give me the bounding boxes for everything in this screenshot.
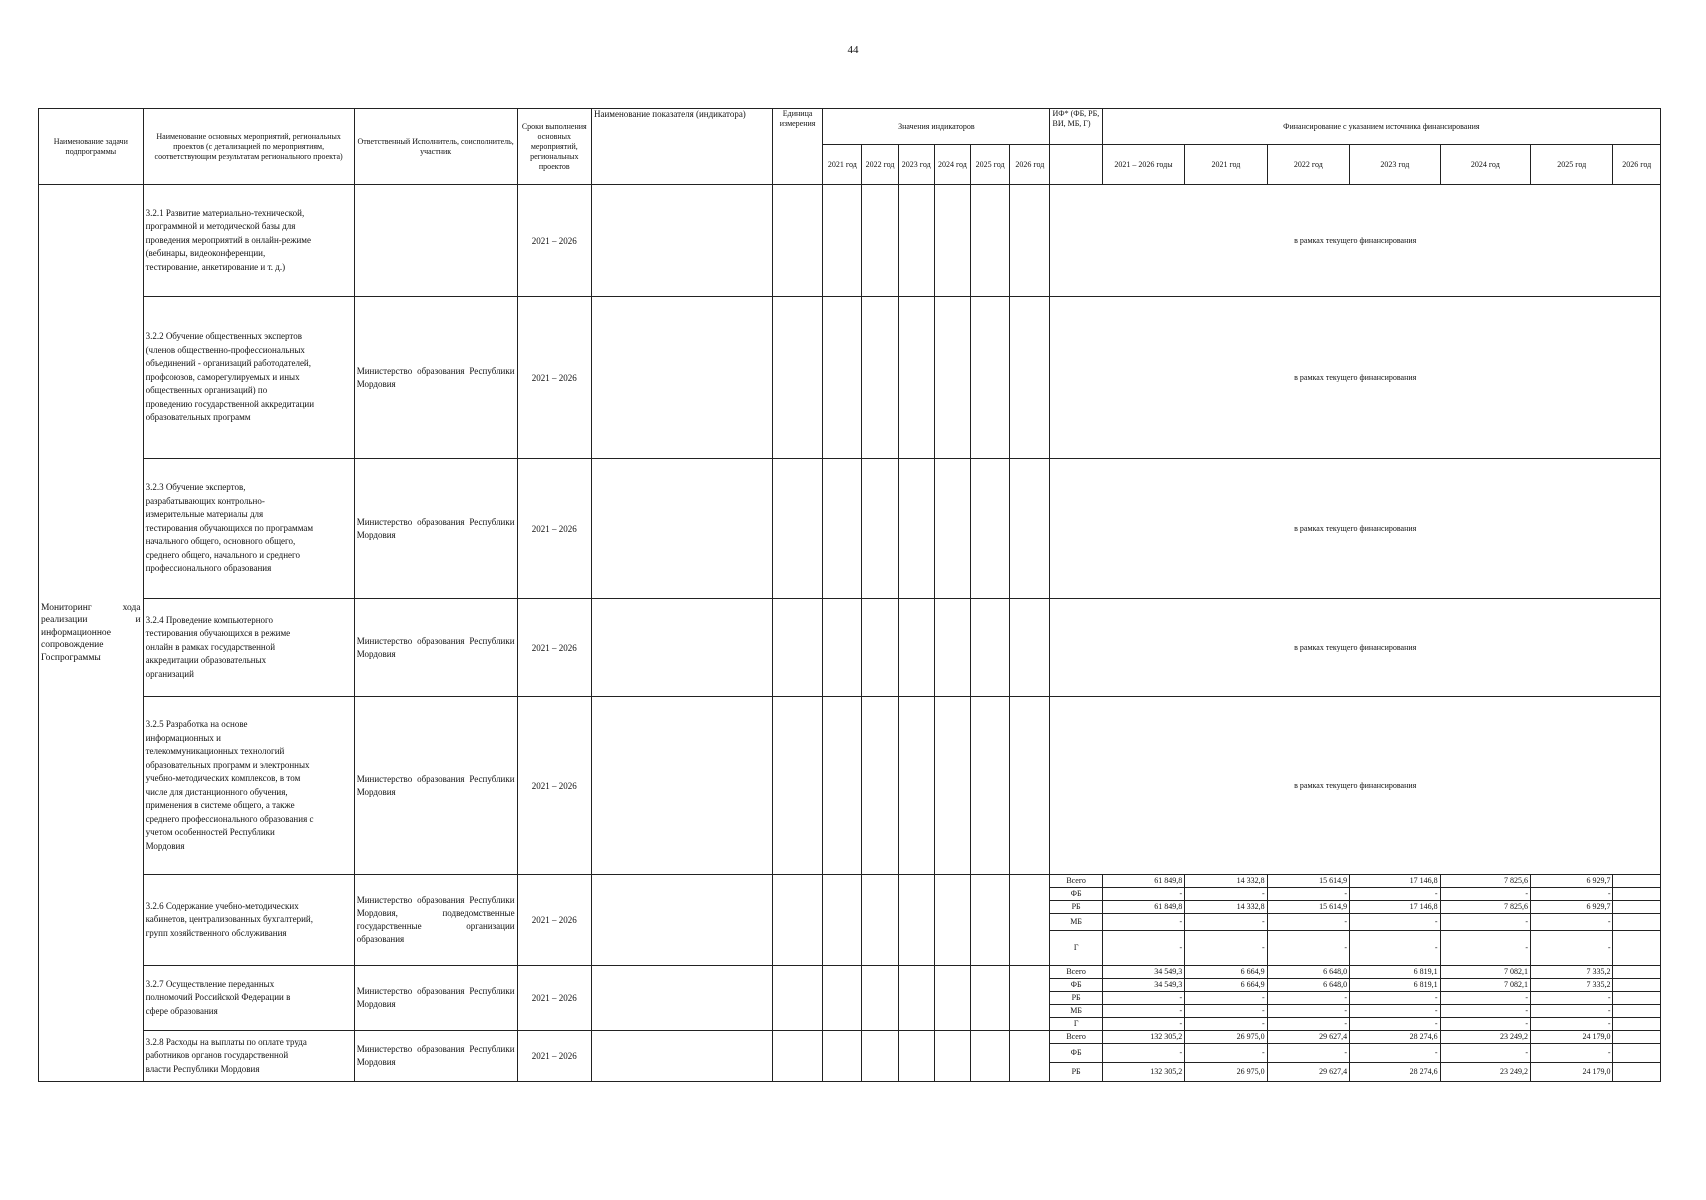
fin-value: - bbox=[1267, 931, 1349, 966]
funding-note: в рамках текущего финансирования bbox=[1050, 185, 1661, 297]
fin-value: 6 819,1 bbox=[1350, 966, 1440, 979]
fin-value: - bbox=[1102, 992, 1184, 1005]
source-label: Всего bbox=[1050, 966, 1102, 979]
header-year-2024: 2024 год bbox=[934, 145, 970, 185]
source-label: Г bbox=[1050, 1018, 1102, 1031]
responsible: Министерство образования Республики Мордовия, подведомственные государственные организации образования bbox=[354, 875, 517, 966]
fin-value bbox=[1613, 1018, 1661, 1031]
fin-value: - bbox=[1102, 1005, 1184, 1018]
period: 2021 – 2026 bbox=[517, 1031, 591, 1082]
responsible: Министерство образования Республики Мордовия bbox=[354, 966, 517, 1031]
activity-name: 3.2.4 Проведение компьютерного тестирования обучающихся в режиме онлайн в рамках государственной аккредитации образовательных организаций bbox=[143, 599, 354, 697]
fin-value bbox=[1613, 875, 1661, 888]
activity-name: 3.2.2 Обучение общественных экспертов (членов общественно-профессиональных объединений - организаций работодателей, профсоюзов, саморегулируемых и иных общественных организаций) по проведению государственной аккредитации образовательных программ bbox=[143, 297, 354, 459]
header-year-2022: 2022 год bbox=[862, 145, 898, 185]
table-row bbox=[39, 1031, 1661, 1044]
responsible: Министерство образования Республики Мордовия bbox=[354, 297, 517, 459]
fin-value: - bbox=[1185, 1018, 1267, 1031]
fin-value: - bbox=[1440, 992, 1530, 1005]
fin-value: - bbox=[1102, 1044, 1184, 1063]
fin-value: 24 179,0 bbox=[1531, 1031, 1613, 1044]
header-fin-2025: 2025 год bbox=[1531, 145, 1613, 185]
funding-note: в рамках текущего финансирования bbox=[1050, 599, 1661, 697]
fin-value: 6 819,1 bbox=[1350, 979, 1440, 992]
task-name: Мониторинг хода реализации и информационное сопровождение Госпрограммы bbox=[39, 185, 144, 1082]
fin-value: 15 614,9 bbox=[1267, 901, 1349, 914]
source-label: ФБ bbox=[1050, 888, 1102, 901]
fin-value: 7 335,2 bbox=[1531, 979, 1613, 992]
fin-value bbox=[1613, 901, 1661, 914]
header-fin-2023: 2023 год bbox=[1350, 145, 1440, 185]
period: 2021 – 2026 bbox=[517, 297, 591, 459]
fin-value: - bbox=[1267, 1005, 1349, 1018]
fin-value: - bbox=[1531, 914, 1613, 931]
period: 2021 – 2026 bbox=[517, 875, 591, 966]
source-label: МБ bbox=[1050, 1005, 1102, 1018]
source-label: РБ bbox=[1050, 992, 1102, 1005]
header-fin-2024: 2024 год bbox=[1440, 145, 1530, 185]
header-unit: Единица измерения bbox=[772, 109, 822, 185]
header-year-2023: 2023 год bbox=[898, 145, 934, 185]
fin-value: - bbox=[1102, 914, 1184, 931]
fin-value bbox=[1613, 1044, 1661, 1063]
responsible: Министерство образования Республики Мордовия bbox=[354, 459, 517, 599]
fin-value: - bbox=[1440, 914, 1530, 931]
header-responsible: Ответственный Исполнитель, соисполнитель, участник bbox=[354, 109, 517, 185]
responsible: Министерство образования Республики Мордовия bbox=[354, 697, 517, 875]
page-number: 44 bbox=[847, 44, 859, 56]
responsible bbox=[354, 185, 517, 297]
fin-value: - bbox=[1440, 931, 1530, 966]
header-fin-total: 2021 – 2026 годы bbox=[1102, 145, 1184, 185]
table-row bbox=[39, 185, 1661, 297]
header-fin-2021: 2021 год bbox=[1185, 145, 1267, 185]
fin-value: - bbox=[1350, 1018, 1440, 1031]
fin-value: 34 549,3 bbox=[1102, 966, 1184, 979]
fin-value: - bbox=[1531, 992, 1613, 1005]
fin-value: - bbox=[1102, 888, 1184, 901]
source-label: Всего bbox=[1050, 1031, 1102, 1044]
fin-value: 61 849,8 bbox=[1102, 875, 1184, 888]
fin-value: 7 082,1 bbox=[1440, 966, 1530, 979]
funding-note: в рамках текущего финансирования bbox=[1050, 459, 1661, 599]
fin-value: 34 549,3 bbox=[1102, 979, 1184, 992]
period: 2021 – 2026 bbox=[517, 185, 591, 297]
header-fin-2026: 2026 год bbox=[1613, 145, 1661, 185]
fin-value: 7 825,6 bbox=[1440, 875, 1530, 888]
fin-value: - bbox=[1350, 1005, 1440, 1018]
responsible: Министерство образования Республики Мордовия bbox=[354, 599, 517, 697]
fin-value: 132 305,2 bbox=[1102, 1063, 1184, 1082]
header-source-empty bbox=[1050, 145, 1102, 185]
fin-value: 14 332,8 bbox=[1185, 901, 1267, 914]
fin-value: 6 929,7 bbox=[1531, 901, 1613, 914]
funding-note: в рамках текущего финансирования bbox=[1050, 697, 1661, 875]
fin-value: 6 648,0 bbox=[1267, 979, 1349, 992]
header-fin-2022: 2022 год bbox=[1267, 145, 1349, 185]
fin-value: - bbox=[1267, 1044, 1349, 1063]
period: 2021 – 2026 bbox=[517, 599, 591, 697]
fin-value: - bbox=[1350, 931, 1440, 966]
fin-value bbox=[1613, 1063, 1661, 1082]
fin-value: - bbox=[1350, 914, 1440, 931]
header-indicator-values: Значения индикаторов bbox=[823, 109, 1050, 145]
fin-value: 14 332,8 bbox=[1185, 875, 1267, 888]
fin-value bbox=[1613, 888, 1661, 901]
source-label: РБ bbox=[1050, 1063, 1102, 1082]
header-year-2025: 2025 год bbox=[971, 145, 1010, 185]
fin-value bbox=[1613, 1031, 1661, 1044]
fin-value: - bbox=[1185, 1005, 1267, 1018]
header-year-2021: 2021 год bbox=[823, 145, 862, 185]
fin-value: 29 627,4 bbox=[1267, 1031, 1349, 1044]
period: 2021 – 2026 bbox=[517, 459, 591, 599]
fin-value: - bbox=[1267, 888, 1349, 901]
fin-value: 24 179,0 bbox=[1531, 1063, 1613, 1082]
fin-value: 28 274,6 bbox=[1350, 1031, 1440, 1044]
fin-value: 6 664,9 bbox=[1185, 966, 1267, 979]
program-activities-table bbox=[38, 108, 1661, 1082]
source-label: Всего bbox=[1050, 875, 1102, 888]
header-financing: Финансирование с указанием источника финансирования bbox=[1102, 109, 1660, 145]
fin-value: 61 849,8 bbox=[1102, 901, 1184, 914]
activity-name: 3.2.3 Обучение экспертов, разрабатывающих контрольно- измерительные материалы для тестирования обучающихся по программам начального общего, основного общего, среднего общего, начального и среднего профессионального образования bbox=[143, 459, 354, 599]
fin-value bbox=[1613, 979, 1661, 992]
source-label: РБ bbox=[1050, 901, 1102, 914]
fin-value: - bbox=[1531, 1005, 1613, 1018]
fin-value: - bbox=[1267, 1018, 1349, 1031]
fin-value: - bbox=[1102, 1018, 1184, 1031]
source-label: Г bbox=[1050, 931, 1102, 966]
fin-value bbox=[1613, 992, 1661, 1005]
fin-value: 132 305,2 bbox=[1102, 1031, 1184, 1044]
fin-value: 6 648,0 bbox=[1267, 966, 1349, 979]
fin-value: - bbox=[1440, 1044, 1530, 1063]
activity-name: 3.2.7 Осуществление переданных полномочий Российской Федерации в сфере образования bbox=[143, 966, 354, 1031]
activity-name: 3.2.1 Развитие материально-технической, программной и методической базы для проведения мероприятий в онлайн-режиме (вебинары, видеоконференции, тестирование, анкетирование и т. д.) bbox=[143, 185, 354, 297]
fin-value: 7 335,2 bbox=[1531, 966, 1613, 979]
fin-value: 7 082,1 bbox=[1440, 979, 1530, 992]
fin-value: - bbox=[1350, 992, 1440, 1005]
fin-value: 17 146,8 bbox=[1350, 875, 1440, 888]
fin-value: 28 274,6 bbox=[1350, 1063, 1440, 1082]
fin-value: - bbox=[1350, 1044, 1440, 1063]
period: 2021 – 2026 bbox=[517, 697, 591, 875]
table-row bbox=[39, 297, 1661, 459]
fin-value: - bbox=[1185, 914, 1267, 931]
activity-name: 3.2.8 Расходы на выплаты по оплате труда работников органов государственной власти Республики Мордовия bbox=[143, 1031, 354, 1082]
source-label: МБ bbox=[1050, 914, 1102, 931]
source-label: ФБ bbox=[1050, 1044, 1102, 1063]
fin-value: 23 249,2 bbox=[1440, 1031, 1530, 1044]
fin-value: 23 249,2 bbox=[1440, 1063, 1530, 1082]
activity-name: 3.2.5 Разработка на основе информационных и телекоммуникационных технологий образовательных программ и электронных учебно-методических комплексов, в том числе для дистанционного обучения, применения в системе общего, а также среднего профессионального образования с учетом особенностей Республики Мордовия bbox=[143, 697, 354, 875]
fin-value: - bbox=[1102, 931, 1184, 966]
responsible: Министерство образования Республики Мордовия bbox=[354, 1031, 517, 1082]
fin-value: - bbox=[1267, 992, 1349, 1005]
fin-value: 29 627,4 bbox=[1267, 1063, 1349, 1082]
header-activity: Наименование основных мероприятий, региональных проектов (с детализацией по мероприятиям, соответствующим результатам регионального проекта) bbox=[143, 109, 354, 185]
fin-value: - bbox=[1440, 1005, 1530, 1018]
source-label: ФБ bbox=[1050, 979, 1102, 992]
fin-value: 26 975,0 bbox=[1185, 1031, 1267, 1044]
fin-value bbox=[1613, 1005, 1661, 1018]
fin-value bbox=[1613, 931, 1661, 966]
table-row bbox=[39, 875, 1661, 888]
fin-value: - bbox=[1185, 1044, 1267, 1063]
table-row bbox=[39, 697, 1661, 875]
fin-value bbox=[1613, 914, 1661, 931]
fin-value: - bbox=[1440, 1018, 1530, 1031]
fin-value: - bbox=[1531, 1044, 1613, 1063]
header-year-2026: 2026 год bbox=[1010, 145, 1050, 185]
table-row bbox=[39, 966, 1661, 979]
fin-value bbox=[1613, 966, 1661, 979]
fin-value: - bbox=[1531, 888, 1613, 901]
header-period: Сроки выполнения основных мероприятий, региональных проектов bbox=[517, 109, 591, 185]
fin-value: 26 975,0 bbox=[1185, 1063, 1267, 1082]
fin-value: - bbox=[1185, 931, 1267, 966]
fin-value: 6 929,7 bbox=[1531, 875, 1613, 888]
fin-value: - bbox=[1531, 931, 1613, 966]
fin-value: - bbox=[1185, 888, 1267, 901]
table-row bbox=[39, 599, 1661, 697]
period: 2021 – 2026 bbox=[517, 966, 591, 1031]
fin-value: 15 614,9 bbox=[1267, 875, 1349, 888]
activity-name: 3.2.6 Содержание учебно-методических кабинетов, централизованных бухгалтерий, групп хозяйственного обслуживания bbox=[143, 875, 354, 966]
funding-note: в рамках текущего финансирования bbox=[1050, 297, 1661, 459]
fin-value: 6 664,9 bbox=[1185, 979, 1267, 992]
header-source: ИФ* (ФБ, РБ, ВИ, МБ, Г) bbox=[1050, 109, 1102, 145]
fin-value: 17 146,8 bbox=[1350, 901, 1440, 914]
fin-value: - bbox=[1185, 992, 1267, 1005]
header-task: Наименование задачи подпрограммы bbox=[39, 109, 144, 185]
fin-value: - bbox=[1267, 914, 1349, 931]
fin-value: - bbox=[1531, 1018, 1613, 1031]
fin-value: 7 825,6 bbox=[1440, 901, 1530, 914]
fin-value: - bbox=[1350, 888, 1440, 901]
fin-value: - bbox=[1440, 888, 1530, 901]
header-indicator: Наименование показателя (индикатора) bbox=[591, 109, 772, 185]
table-row bbox=[39, 459, 1661, 599]
